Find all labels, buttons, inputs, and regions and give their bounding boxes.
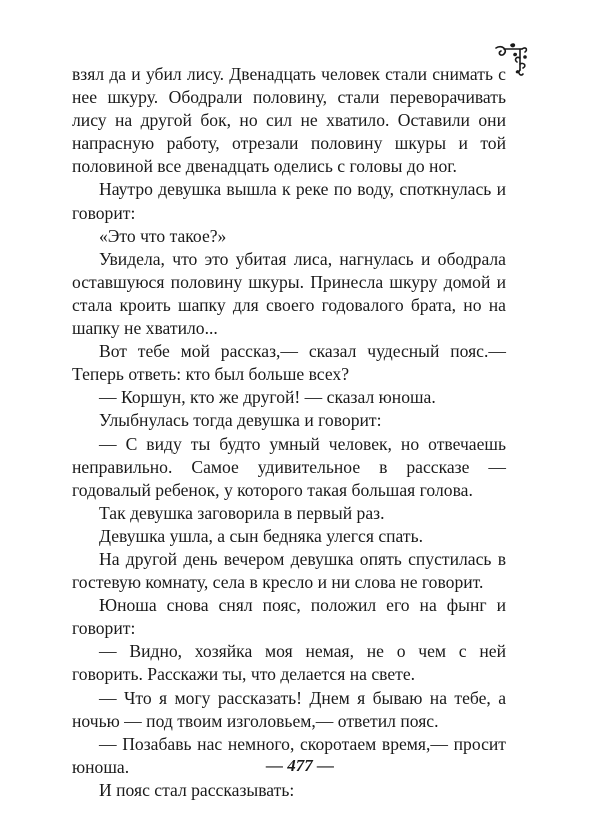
paragraph: «Это что такое?»	[99, 225, 227, 246]
paragraph: Наутро девушка вышла к реке по воду, споткнулась и говорит:	[72, 179, 506, 223]
paragraph: Так девушка заговорила в первый раз.	[99, 502, 385, 523]
page-number: — 477 —	[266, 756, 334, 775]
paragraph: — Позабавь нас немного, скоротаем время,— просит юноша.	[72, 733, 506, 777]
paragraph: Улыбнулась тогда девушка и говорит:	[99, 410, 382, 431]
paragraph: Вот тебе мой рассказ,— сказал чудесный пояс.— Теперь ответь: кто был больше всех?	[72, 341, 506, 385]
paragraph: И пояс стал рассказывать:	[99, 779, 295, 800]
paragraph: — Видно, хозяйка моя немая, не о чем с ней говорить. Расскажи ты, что делается на свете.	[72, 641, 506, 685]
paragraph: На другой день вечером девушка опять спустилась в гостевую комнату, села в кресло и ни слова не говорит.	[72, 548, 506, 593]
paragraph: Юноша снова снял пояс, положил его на фынг и говорит:	[72, 595, 506, 639]
body-text	[72, 63, 506, 802]
paragraph: взял да и убил лису. Двенадцать человек стали снимать с нее шкуру. Ободрали половину, стали переворачивать лису на другой бок, но сил не хватило. Оставили они напрасную работу, отрезали половину шкуры и той половиной все двенадцать оделись с головы до ног.	[72, 64, 506, 177]
paragraph: — Коршун, кто же другой! — сказал юноша.	[99, 387, 436, 408]
paragraph: — С виду ты будто умный человек, но отвечаешь неправильно. Самое удивительное в рассказе — годовалый ребенок, у которого такая большая голова.	[72, 433, 506, 500]
paragraph: Увидела, что это убитая лиса, нагнулась и ободрала оставшуюся половину шкуры. Принесла шкуру домой и стала кроить шапку для своего годовалого брата, но на шапку не хватило...	[72, 248, 506, 339]
paragraph: Девушка ушла, а сын бедняка улегся спать.	[99, 525, 424, 546]
paragraph: — Что я могу рассказать! Днем я бываю на тебе, а ночью — под твоим изголовьем,— ответил пояс.	[72, 687, 506, 731]
